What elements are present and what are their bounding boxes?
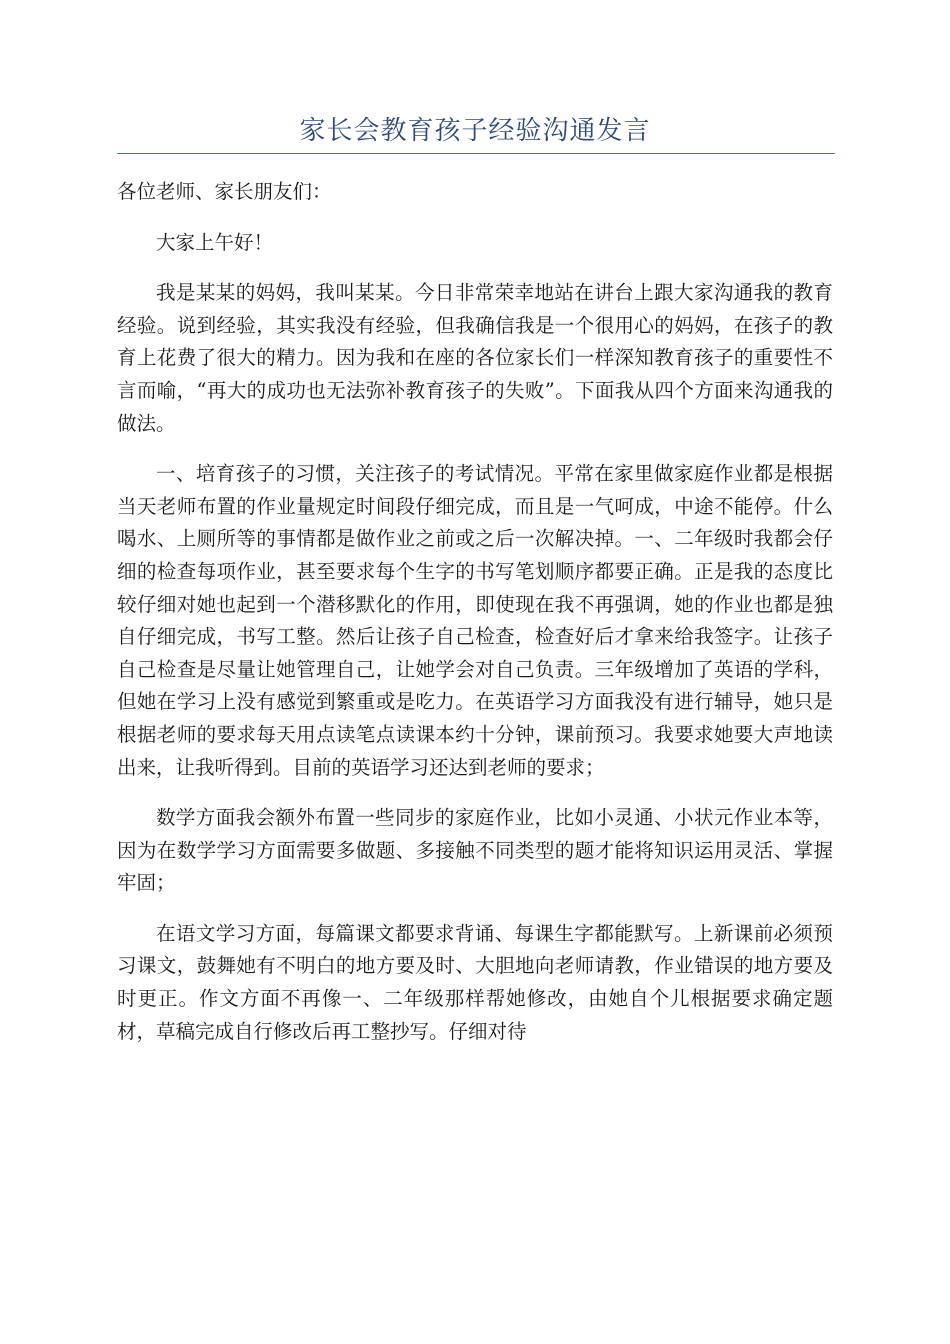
document-title: 家长会教育孩子经验沟通发言 <box>299 116 651 146</box>
greeting: 大家上午好！ <box>156 230 274 254</box>
document-body <box>117 176 833 1048</box>
paragraph-math: 数学方面我会额外布置一些同步的家庭作业，比如小灵通、小状元作业本等，因为在数学学习方面需要多做题、多接触不同类型的题才能将知识运用灵活、掌握牢固； <box>117 806 833 895</box>
title-underline <box>117 153 835 154</box>
paragraph-habits: 一、培育孩子的习惯，关注孩子的考试情况。平常在家里做家庭作业都是根据当天老师布置的作业量规定时间段仔细完成，而且是一气呵成，中途不能停。什么喝水、上厕所等的事情都是做作业之前或之后一次解决掉。一、二年级时我都会仔细的检查每项作业，甚至要求每个生字的书写笔划顺序都要正确。正是我的态度比较仔细对她也起到一个潜移默化的作用，即使现在我不再强调，她的作业也都是独自仔细完成，书写工整。然后让孩子自己检查，检查好后才拿来给我签字。让孩子自己检查是尽量让她管理自己，让她学会对自己负责。三年级增加了英语的学科，但她在学习上没有感觉到繁重或是吃力。在英语学习方面我没有进行辅导，她只是根据老师的要求每天用点读笔点读课本约十分钟，课前预习。我要求她要大声地读出来，让我听得到。目前的英语学习还达到老师的要求； <box>117 462 833 779</box>
paragraph-introduction: 我是某某的妈妈，我叫某某。今日非常荣幸地站在讲台上跟大家沟通我的教育经验。说到经验，其实我没有经验，但我确信我是一个很用心的妈妈，在孩子的教育上花费了很大的精力。因为我和在座的各位家长们一样深知教育孩子的重要性不言而喻，“再大的成功也无法弥补教育孩子的失败”。下面我从四个方面来沟通我的做法。 <box>117 281 833 435</box>
salutation: 各位老师、家长朋友们： <box>117 180 332 203</box>
paragraph-chinese: 在语文学习方面，每篇课文都要求背诵、每课生字都能默写。上新课前必须预习课文，鼓舞她有不明白的地方要及时、大胆地向老师请教，作业错误的地方要及时更正。作文方面不再像一、二年级那样帮她修改，由她自个儿根据要求确定题材，草稿完成自行修改后再工整抄写。仔细对待 <box>117 921 833 1043</box>
